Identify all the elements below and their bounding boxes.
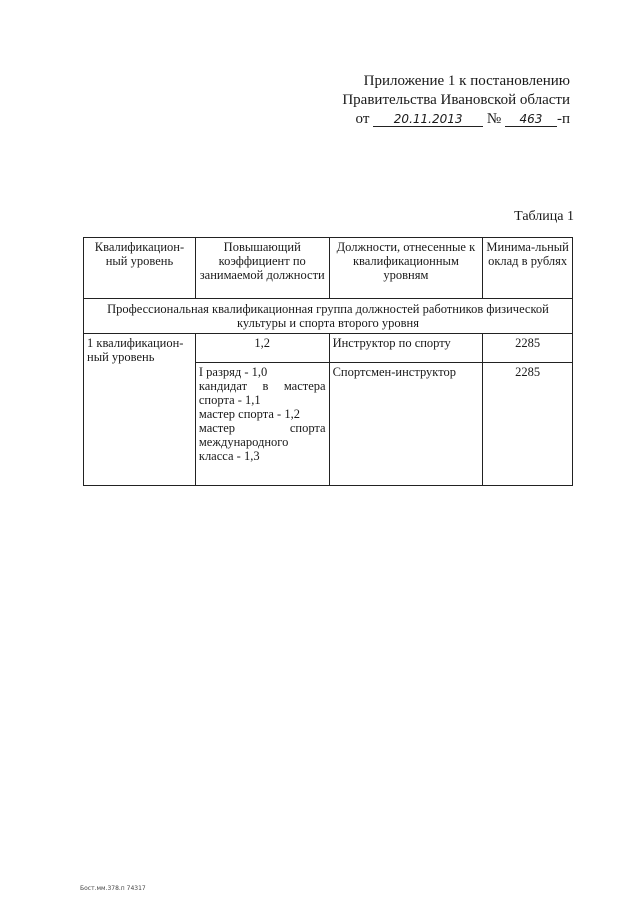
number-value: 463 — [505, 112, 557, 127]
coefficient-line: мастер спорта международного класса - 1,3 — [198, 421, 326, 463]
salary-cell: 2285 — [483, 334, 573, 363]
coefficient-line: мастер спорта - 1,2 — [198, 407, 300, 421]
appendix-line-2: Правительства Ивановской области — [342, 92, 570, 108]
table-header-row — [84, 238, 573, 299]
table-label: Таблица 1 — [514, 209, 574, 224]
level-cell: 1 квалификацион-ный уровень — [84, 334, 196, 486]
appendix-date-number-line — [310, 110, 570, 129]
coefficient-line: I разряд - 1,0 — [198, 365, 268, 379]
header-coefficient: Повышающий коэффициент по занимаемой должности — [195, 238, 329, 299]
header-positions: Должности, отнесенные к квалификационным уровням — [329, 238, 483, 299]
coefficient-line: кандидат в мастера спорта - 1,1 — [198, 379, 326, 407]
table-row — [84, 334, 573, 363]
appendix-header — [310, 72, 570, 129]
footer-stamp: Бост.мм.378.п 74317 — [80, 885, 146, 892]
from-label: от — [355, 111, 370, 127]
position-cell: Инструктор по спорту — [329, 334, 483, 363]
position-cell: Спортсмен-инструктор — [329, 363, 483, 486]
group-title: Профессиональная квалификационная группа должностей работников физической культуры и спорта второго уровня — [84, 299, 573, 334]
group-row — [84, 299, 573, 334]
header-salary: Минима-льный оклад в рублях — [483, 238, 573, 299]
date-value: 20.11.2013 — [373, 112, 483, 127]
header-level: Квалификацион-ный уровень — [84, 238, 196, 299]
appendix-line-1: Приложение 1 к постановлению — [363, 73, 570, 89]
salary-cell: 2285 — [483, 363, 573, 486]
coefficient-line: 1,2 — [254, 336, 271, 350]
coefficient-cell — [195, 334, 329, 363]
number-suffix: -п — [556, 111, 570, 127]
qualification-table — [83, 237, 573, 486]
coefficient-cell — [195, 363, 329, 486]
number-label: № — [486, 111, 502, 127]
